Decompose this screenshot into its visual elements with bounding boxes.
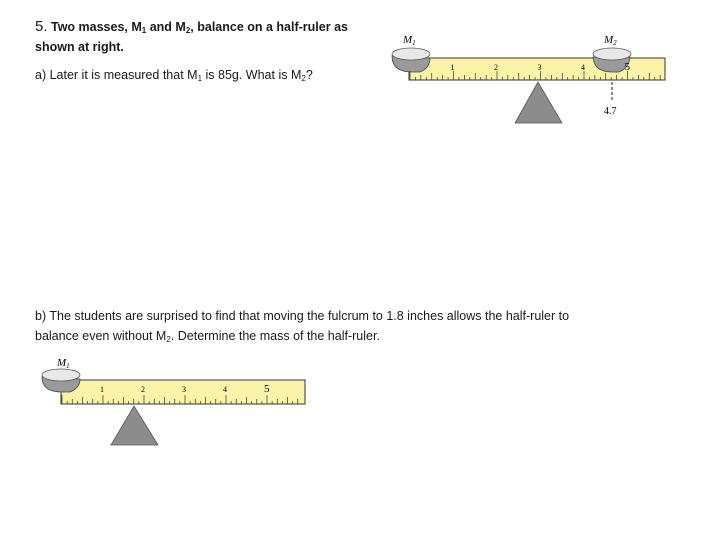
part-b-line-2b: . Determine the mass of the half-ruler. [170, 329, 380, 343]
part-b-sub-2: 2 [166, 335, 171, 344]
title-text-3: , balance on a half-ruler as [190, 20, 348, 34]
m1-label: M1 [403, 34, 416, 47]
part-a-text-3: ? [305, 68, 313, 82]
part-a-sub-1: 1 [197, 74, 203, 83]
fig2-inch-label-2: 2 [141, 385, 145, 394]
part-b-line-2a: balance even without M [35, 329, 167, 343]
part-a-text-1: a) Later it is measured that M [35, 68, 198, 82]
title-sub-1: 1 [141, 26, 147, 35]
fig2-inch-label-1: 1 [100, 385, 104, 394]
fulcrum-2 [111, 406, 158, 445]
problem-number: 5. [35, 18, 48, 35]
title-line-2: shown at right. [35, 40, 124, 54]
fig2-inch-label-4: 4 [223, 385, 227, 394]
fig1-inch-label-1: 1 [450, 63, 455, 72]
fig1-inch-label-2: 2 [494, 63, 498, 72]
title-text-1: Two masses, M [51, 20, 142, 34]
fig1-inch-label-4: 4 [581, 63, 585, 72]
part-a-text-2: is 85g. What is M [202, 68, 302, 82]
m1-label-2: M1 [57, 357, 70, 370]
mass-m1-pan-2 [42, 369, 80, 392]
title-sub-2: 2 [185, 26, 191, 35]
fig2-inch-label-5: 5 [264, 383, 270, 395]
fig1-inch-label-5: 5 [624, 61, 630, 73]
m2-label: M2 [604, 34, 617, 47]
fig2-inch-label-3: 3 [182, 385, 186, 394]
part-a-sub-2: 2 [301, 74, 306, 83]
m2-position-label: 4.7 [604, 106, 617, 117]
part-b-line-1: b) The students are surprised to find that moving the fulcrum to 1.8 inches allows the half-ruler to [35, 309, 570, 323]
title-text-2: and M [146, 20, 186, 34]
fig1-inch-label-3: 3 [537, 63, 542, 72]
